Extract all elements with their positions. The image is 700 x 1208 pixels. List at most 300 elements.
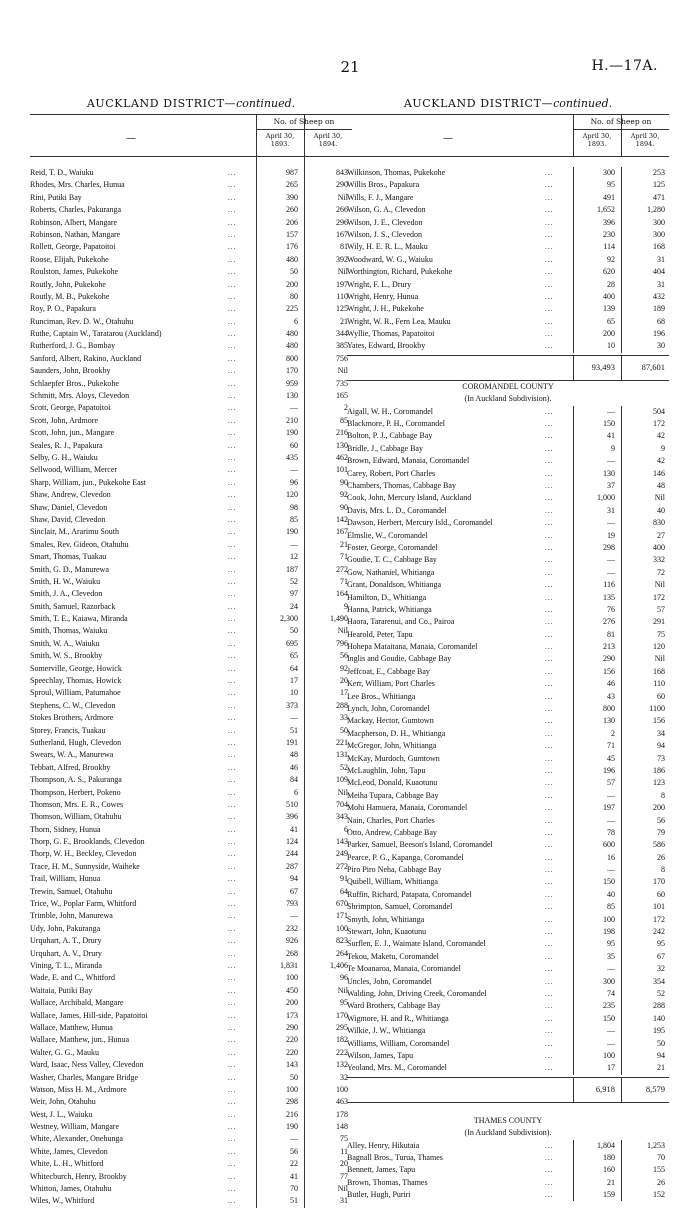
- owner-name: Lynch, John, Coromandel: [347, 704, 430, 714]
- sheep-1893: 491: [603, 192, 615, 202]
- sheep-1893: 19: [607, 530, 615, 540]
- document-code: H.—17A.: [591, 58, 658, 74]
- sheep-1893: 50: [290, 267, 298, 277]
- owner-name: Bennett, James, Tapu: [347, 1165, 416, 1175]
- segment-coromandel: [347, 381, 669, 1075]
- owner-name: Wilkinson, Thomas, Pukekohe: [347, 168, 446, 177]
- leader-dots: ...: [228, 862, 237, 871]
- leader-dots: ...: [545, 481, 554, 490]
- sheep-1894: 249: [336, 849, 348, 859]
- sheep-1894: 42: [657, 431, 665, 441]
- leader-dots: ...: [228, 1061, 237, 1070]
- owner-name: Wallace, Matthew, Hunua: [30, 1022, 113, 1032]
- sheep-1893: 130: [603, 468, 615, 478]
- sheep-1894: 1,406: [330, 961, 348, 970]
- leader-dots: ...: [228, 280, 237, 289]
- leader-dots: ...: [228, 1048, 237, 1057]
- leader-dots: ...: [228, 565, 237, 574]
- county-title: [347, 381, 669, 393]
- owner-name: Wyllie, Thomas, Papatoitoi: [347, 329, 435, 339]
- sheep-1893: 17: [290, 676, 298, 686]
- sheep-1893: 124: [286, 837, 298, 847]
- sheep-1894: 91: [340, 874, 348, 884]
- leader-dots: ...: [545, 890, 554, 899]
- sheep-1894: 354: [653, 976, 665, 986]
- sheep-1893: —: [290, 403, 298, 413]
- column-rule: [573, 1078, 574, 1102]
- leader-dots: ...: [545, 655, 554, 664]
- sheep-1893: 225: [286, 304, 298, 314]
- column-rule: [573, 356, 574, 380]
- sheep-1893: 57: [607, 778, 615, 788]
- leader-dots: ...: [228, 429, 237, 438]
- sheep-1893: 37: [607, 480, 615, 490]
- owner-name: Jeffcoat, E., Cabbage Bay: [347, 666, 430, 676]
- leader-dots: ...: [545, 1141, 554, 1150]
- leader-dots: ...: [545, 828, 554, 837]
- leader-dots: ...: [228, 838, 237, 847]
- sheep-1893: 176: [286, 242, 298, 252]
- leader-dots: ...: [228, 701, 237, 710]
- sheep-1893: —: [290, 713, 298, 723]
- owner-name: Sanford, Albert, Rakino, Auckland: [30, 353, 142, 363]
- sheep-1894: 170: [336, 1010, 348, 1020]
- sheep-1893: 800: [286, 353, 298, 363]
- owner-name: Smith, J. A., Clevedon: [30, 589, 103, 599]
- owner-name: Selby, G. H., Waiuku: [30, 452, 98, 462]
- sheep-1893: 800: [603, 704, 615, 714]
- owner-name: Lee Bros., Whitianga: [347, 691, 416, 701]
- owner-name: Uncles, John, Coromandel: [347, 976, 432, 986]
- sheep-1893: 51: [290, 725, 298, 735]
- segment-coromandel-rows: [347, 406, 669, 1075]
- owner-name: Trail, William, Hunua: [30, 874, 101, 884]
- owner-name: McKay, Murdoch, Gumtown: [347, 753, 440, 763]
- owner-name: Stephens, C. W., Clevedon: [30, 700, 116, 710]
- sheep-1894: 272: [336, 564, 348, 574]
- column-rule: [621, 406, 622, 1075]
- sheep-1894: 70: [657, 1152, 665, 1162]
- owner-name: Routly, John, Pukekohe: [30, 279, 106, 289]
- sheep-1893: 206: [286, 217, 298, 227]
- sheep-1893: 1,652: [597, 205, 615, 215]
- owner-name: Scott, John, Ardmore: [30, 415, 98, 425]
- owner-name: Shaw, David, Clevedon: [30, 514, 106, 524]
- segment-auckland: [347, 167, 669, 353]
- leader-dots: ...: [545, 1064, 554, 1073]
- leader-dots: ...: [228, 850, 237, 859]
- leader-dots: ...: [545, 218, 554, 227]
- sheep-1894: 26: [657, 1177, 665, 1187]
- owner-name: Wily, H. E. R. L., Mauku: [347, 242, 428, 252]
- sheep-1894: 266: [336, 205, 348, 215]
- sheep-1894: 94: [657, 1050, 665, 1060]
- owner-name: Carey, Robert, Port Charles: [347, 468, 436, 478]
- header-dash: —: [443, 133, 453, 144]
- sheep-1894: 462: [336, 452, 348, 462]
- leader-dots: ...: [228, 330, 237, 339]
- total-1894: 8,579: [645, 1083, 665, 1094]
- leader-dots: ...: [228, 602, 237, 611]
- leader-dots: ...: [228, 788, 237, 797]
- sheep-1893: 85: [607, 902, 615, 912]
- header-col1-line: April 30,: [582, 132, 612, 140]
- sheep-1894: 195: [653, 1026, 665, 1036]
- owner-name: Smith, G. D., Manurewa: [30, 564, 109, 574]
- sheep-1894: 471: [653, 192, 665, 202]
- leader-dots: ...: [228, 1036, 237, 1045]
- sheep-1894: 8: [661, 865, 665, 875]
- sheep-1894: 100: [336, 1084, 348, 1094]
- sheep-1893: 480: [286, 254, 298, 264]
- sheep-1893: —: [607, 567, 615, 577]
- sheep-1894: 120: [653, 642, 665, 652]
- owner-name: Wright, Henry, Hunua: [347, 291, 419, 301]
- owner-name: Wade, E. and C., Whitford: [30, 973, 115, 983]
- sheep-1893: 10: [607, 341, 615, 351]
- sheep-1894: 50: [657, 1038, 665, 1048]
- sheep-1894: 290: [336, 180, 348, 190]
- column-rule: [256, 157, 257, 1208]
- owner-name: Sinclair, M., Ararimu South: [30, 527, 120, 537]
- sheep-1894: 222: [336, 1047, 348, 1057]
- sheep-1894: 165: [336, 391, 348, 401]
- leader-dots: ...: [545, 1191, 554, 1200]
- owner-name: Vining, T. L., Miranda: [30, 961, 102, 970]
- sheep-1894: Nil: [654, 493, 665, 503]
- leader-dots: ...: [545, 432, 554, 441]
- sheep-1894: 64: [340, 886, 348, 896]
- sheep-1894: 172: [653, 592, 665, 602]
- sheep-1894: 71: [340, 576, 348, 586]
- leader-dots: ...: [228, 528, 237, 537]
- owner-name: Wills, F. J., Mangare: [347, 192, 414, 202]
- sheep-1893: 139: [603, 304, 615, 314]
- leader-dots: ...: [545, 280, 554, 289]
- leader-dots: ...: [545, 816, 554, 825]
- leader-dots: ...: [228, 292, 237, 301]
- sheep-1893: 695: [286, 638, 298, 648]
- sheep-1893: 21: [607, 1177, 615, 1187]
- sheep-1894: 1,490: [330, 614, 348, 624]
- sheep-1893: 190: [286, 1122, 298, 1132]
- sheep-1894: 182: [336, 1035, 348, 1045]
- leader-dots: ...: [228, 416, 237, 425]
- leader-dots: ...: [228, 1085, 237, 1094]
- column-rule: [621, 1078, 622, 1102]
- sheep-1893: 298: [286, 1097, 298, 1107]
- owner-name: Scott, George, Papatoitoi: [30, 403, 111, 413]
- sheep-1894: 167: [336, 527, 348, 537]
- leader-dots: ...: [545, 317, 554, 326]
- owner-name: Alley, Henry, Hikutaia: [347, 1140, 420, 1150]
- sheep-1894: 670: [336, 899, 348, 909]
- sheep-1894: 823: [336, 936, 348, 946]
- sheep-1894: 17: [340, 688, 348, 698]
- header-subrule: [573, 129, 669, 130]
- owner-name: Trace, H. M., Sunnyside, Waiheke: [30, 861, 140, 871]
- leader-dots: ...: [228, 652, 237, 661]
- sheep-1894: 68: [657, 316, 665, 326]
- sheep-1894: 100: [336, 923, 348, 933]
- owner-name: Wilson, James, Tapu: [347, 1050, 414, 1060]
- sheep-1894: 109: [336, 775, 348, 785]
- owner-name: Hanna, Patrick, Whitianga: [347, 604, 432, 614]
- leader-dots: ...: [228, 206, 237, 215]
- header-col2-line: 1894.: [635, 140, 655, 148]
- leader-dots: ...: [228, 875, 237, 884]
- owner-name: Rollett, George, Papatoitoi: [30, 242, 116, 252]
- sheep-1894: 178: [336, 1109, 348, 1119]
- owner-name: Quibell, William, Whitianga: [347, 877, 438, 887]
- sheep-1894: 75: [657, 629, 665, 639]
- leader-dots: ...: [228, 1098, 237, 1107]
- sheep-1894: 33: [340, 713, 348, 723]
- sheep-1894: 152: [653, 1190, 665, 1200]
- leader-dots: ...: [228, 738, 237, 747]
- sheep-1894: 32: [340, 1072, 348, 1082]
- header-col1-line: April 30,: [265, 132, 295, 140]
- leader-dots: ...: [545, 556, 554, 565]
- sheep-1894: 295: [336, 1022, 348, 1032]
- sheep-1893: 96: [290, 477, 298, 487]
- sheep-1893: 396: [603, 217, 615, 227]
- sheep-1894: 79: [657, 827, 665, 837]
- table-body: [30, 157, 352, 1208]
- leader-dots: ...: [545, 766, 554, 775]
- owner-name: Speechlay, Thomas, Howick: [30, 676, 122, 686]
- leader-dots: ...: [545, 605, 554, 614]
- sheep-1894: 110: [336, 291, 348, 301]
- leader-dots: ...: [228, 1172, 237, 1181]
- sheep-1894: 26: [657, 852, 665, 862]
- leader-dots: ...: [545, 866, 554, 875]
- leader-dots: ...: [545, 804, 554, 813]
- sheep-1893: —: [607, 790, 615, 800]
- sheep-1893: 160: [603, 1165, 615, 1175]
- sheep-1894: 332: [653, 555, 665, 565]
- sheep-1894: 95: [657, 939, 665, 949]
- owner-name: Wright, J. H., Pukekohe: [347, 304, 424, 314]
- header-col2: [621, 132, 669, 148]
- leader-dots: ...: [545, 407, 554, 416]
- sheep-1894: 148: [336, 1122, 348, 1132]
- county-title: [347, 1115, 669, 1127]
- sheep-1894: Nil: [337, 626, 348, 636]
- sheep-1894: 392: [336, 254, 348, 264]
- owner-name: Thompson, Herbert, Pokeno: [30, 787, 121, 797]
- sheep-1894: 168: [653, 666, 665, 676]
- owner-name: Bolton, P. J., Cabbage Bay: [347, 431, 433, 441]
- leader-dots: ...: [228, 181, 237, 190]
- owner-name: Yates, Edward, Brookby: [347, 341, 426, 351]
- owner-name: McLeod, Donald, Kuaotunu: [347, 778, 438, 788]
- owner-name: Chambers, Thomas, Cabbage Bay: [347, 480, 456, 490]
- leader-dots: ...: [228, 974, 237, 983]
- owner-name: Davis, Mrs. L. D., Coromandel: [347, 505, 447, 515]
- sheep-1893: 244: [286, 849, 298, 859]
- sheep-1894: 123: [653, 778, 665, 788]
- leader-dots: ...: [228, 453, 237, 462]
- sheep-1893: 94: [290, 874, 298, 884]
- section-title: AUCKLAND DISTRICT—continued.: [86, 97, 296, 110]
- owner-name: Mackay, Hector, Gumtown: [347, 716, 434, 726]
- owner-name: Watson, Miss H. M., Ardmore: [30, 1084, 127, 1094]
- leader-dots: ...: [228, 268, 237, 277]
- sheep-1893: 45: [607, 753, 615, 763]
- leader-dots: ...: [545, 193, 554, 202]
- owner-name: Ruffin, Richard, Patapata, Coromandel: [347, 889, 472, 899]
- leader-dots: ...: [545, 729, 554, 738]
- sheep-1893: 81: [607, 629, 615, 639]
- leader-dots: ...: [228, 354, 237, 363]
- leader-dots: ...: [545, 457, 554, 466]
- sheep-1893: 197: [603, 803, 615, 813]
- sheep-1893: 220: [286, 1035, 298, 1045]
- sheep-1894: 72: [657, 567, 665, 577]
- leader-dots: ...: [228, 1147, 237, 1156]
- leader-dots: ...: [545, 593, 554, 602]
- owner-name: Goudie, T. C., Cabbage Bay: [347, 555, 437, 565]
- sheep-1893: —: [607, 555, 615, 565]
- leader-dots: ...: [228, 1023, 237, 1032]
- owner-name: Wigmore, H. and R., Whitianga: [347, 1013, 449, 1023]
- sheep-1894: 6: [344, 824, 348, 834]
- sheep-1893: 6: [294, 316, 298, 326]
- owner-name: Washer, Charles, Mangare Bridge: [30, 1072, 139, 1082]
- owner-name: Somerville, George, Howick: [30, 663, 122, 673]
- leader-dots: ...: [545, 1166, 554, 1175]
- sheep-1894: 843: [336, 168, 348, 177]
- sheep-1894: 30: [657, 341, 665, 351]
- county-title-text: THAMES COUNTY: [473, 1115, 543, 1125]
- leader-dots: ...: [545, 717, 554, 726]
- owner-name: White, L. H., Whitford: [30, 1159, 104, 1169]
- owner-name: Pearce, P. G., Kapanga, Coromandel: [347, 852, 464, 862]
- sheep-1894: 101: [653, 902, 665, 912]
- county-subtitle-text: (In Auckland Subdivision).: [464, 394, 552, 404]
- sheep-1893: 156: [603, 666, 615, 676]
- total-1894: 87,601: [641, 361, 665, 372]
- leader-dots: ...: [228, 1011, 237, 1020]
- sheep-1893: 1,000: [597, 493, 615, 503]
- owner-name: West, J. L., Waiuku: [30, 1109, 93, 1119]
- header-col2-line: April 30,: [313, 132, 343, 140]
- sheep-1894: 52: [657, 989, 665, 998]
- leader-dots: ...: [545, 1153, 554, 1162]
- sheep-1893: —: [607, 1026, 615, 1036]
- owner-name: Weir, John, Otahuhu: [30, 1097, 96, 1107]
- county-subtitle-text: (In Auckland Subdivision).: [464, 1128, 552, 1138]
- header-sheep-on: No. of Sheep on: [590, 117, 652, 126]
- leader-dots: ...: [228, 776, 237, 785]
- sheep-1894: 50: [340, 725, 348, 735]
- table-header: [347, 114, 669, 157]
- leader-dots: ...: [228, 1185, 237, 1194]
- sheep-1894: 221: [336, 737, 348, 747]
- owner-name: Smith, H. W., Waiuku: [30, 576, 101, 586]
- sheep-1894: 197: [336, 279, 348, 289]
- leader-dots: ...: [228, 441, 237, 450]
- sheep-1893: 159: [603, 1190, 615, 1200]
- sheep-1893: 65: [290, 651, 298, 661]
- sheep-1894: Nil: [337, 192, 348, 202]
- sheep-1894: 186: [653, 765, 665, 775]
- sheep-1894: 132: [336, 1060, 348, 1070]
- leader-dots: ...: [228, 639, 237, 648]
- sheep-1894: 56: [340, 651, 348, 661]
- sheep-1894: 272: [336, 861, 348, 871]
- sheep-1893: —: [290, 911, 298, 921]
- owner-name: Wilson, G. A., Clevedon: [347, 205, 426, 215]
- sheep-1894: 9: [344, 601, 348, 611]
- sheep-1893: —: [607, 518, 615, 528]
- sheep-1893: 200: [603, 329, 615, 339]
- sheep-1893: 12: [290, 552, 298, 562]
- sheep-1893: 74: [607, 989, 615, 998]
- owner-name: Brown, Thomas, Thames: [347, 1177, 428, 1187]
- sheep-1894: 94: [657, 741, 665, 751]
- owner-name: White, James, Clevedon: [30, 1146, 108, 1156]
- leader-dots: ...: [228, 962, 237, 970]
- sheep-1893: 46: [607, 679, 615, 689]
- sheep-1894: 96: [340, 973, 348, 983]
- leader-dots: ...: [228, 367, 237, 376]
- owner-name: Wilkie, J. W., Whitianga: [347, 1026, 426, 1036]
- sheep-1894: 81: [340, 242, 348, 252]
- sheep-1893: 97: [290, 589, 298, 599]
- sheep-1893: 276: [603, 617, 615, 627]
- owner-name: Trewin, Samuel, Otahuhu: [30, 886, 113, 896]
- leader-dots: ...: [228, 1160, 237, 1169]
- sheep-1893: 510: [286, 799, 298, 809]
- sheep-1894: 56: [657, 815, 665, 825]
- sheep-1894: 73: [657, 753, 665, 763]
- sheep-1893: 926: [286, 936, 298, 946]
- total-1893: 93,493: [591, 361, 615, 372]
- column-rule: [304, 157, 305, 1208]
- sheep-1893: 435: [286, 452, 298, 462]
- sheep-1893: 46: [290, 762, 298, 772]
- sheep-1894: 164: [336, 589, 348, 599]
- owner-name: Scott, John, jun., Mangare: [30, 428, 115, 438]
- sheep-1893: 17: [607, 1063, 615, 1073]
- column-rule: [621, 1140, 622, 1202]
- leader-dots: ...: [228, 677, 237, 686]
- sheep-1893: —: [290, 539, 298, 549]
- owner-name: Williams, William, Coromandel: [347, 1038, 450, 1048]
- sheep-1894: 60: [657, 889, 665, 899]
- sheep-1894: Nil: [337, 1184, 348, 1194]
- leader-dots: ...: [545, 268, 554, 277]
- header-col1: [256, 132, 304, 148]
- leader-dots: ...: [228, 1135, 237, 1144]
- owner-name: Waitaia, Putiki Bay: [30, 985, 93, 995]
- owner-name: Grant, Donaldson, Whitianga: [347, 580, 442, 590]
- owner-name: Smart, Thomas, Tuakau: [30, 552, 107, 562]
- owner-name: Bagnall Bros., Turua, Thames: [347, 1152, 443, 1162]
- sheep-1893: 120: [286, 490, 298, 500]
- leader-dots: ...: [545, 903, 554, 912]
- sheep-1893: 1,804: [597, 1140, 615, 1150]
- sheep-1893: 24: [290, 601, 298, 611]
- owner-name: Smyth, John, Whitianga: [347, 914, 425, 924]
- sheep-1893: 150: [603, 877, 615, 887]
- sheep-1893: 230: [603, 229, 615, 239]
- sheep-1894: 31: [340, 1196, 348, 1206]
- sheep-1894: 27: [657, 530, 665, 540]
- sheep-1893: 300: [603, 976, 615, 986]
